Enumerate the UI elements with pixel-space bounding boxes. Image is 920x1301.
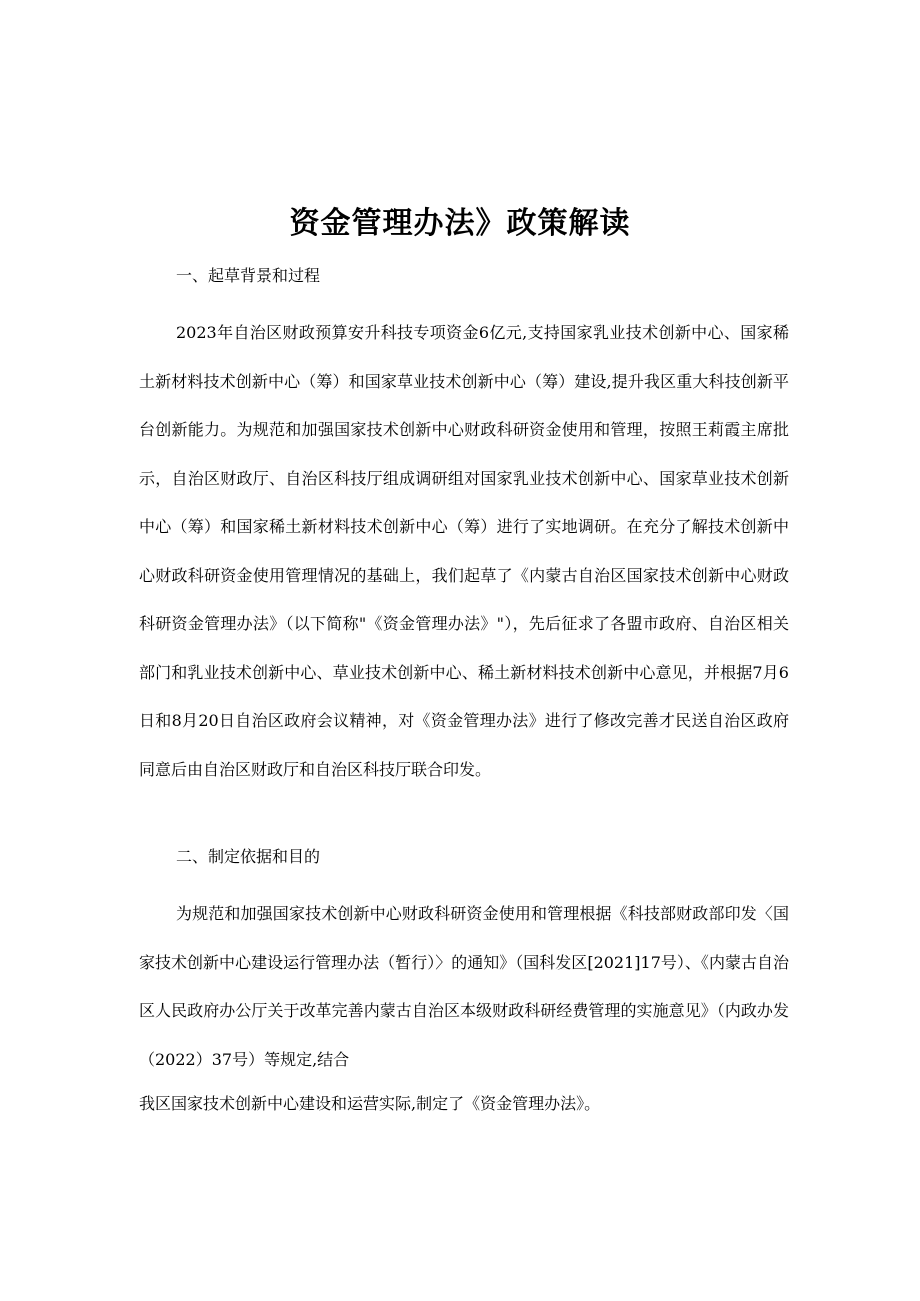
section-paragraph-basis-continuation: 我区国家技术创新中心建设和运营实际,制定了《资金管理办法》。 bbox=[139, 1094, 601, 1113]
section-paragraph-basis: 为规范和加强国家技术创新中心财政科研资金使用和管理根据《科技部财政部印发〈国家技术创新中心建设运行管理办法（暂行）〉的通知》（国科发区[2021]17号）、《内蒙古自治区人民政府办公厅关于改革完善内蒙古自治区本级财政科研经费管理的实施意见》（内政办发（2022）37号）等规定,结合 bbox=[139, 904, 789, 1069]
section-paragraph-background: 2023年自治区财政预算安升科技专项资金6亿元,支持国家乳业技术创新中心、国家稀土新材料技术创新中心（筹）和国家草业技术创新中心（筹）建设,提升我区重大科技创新平台创新能力。为规范和加强国家技术创新中心财政科研资金使用和管理，按照王莉霞主席批示，自治区财政厅、自治区科技厅组成调研组对国家乳业技术创新中心、国家草业技术创新中心（筹）和国家稀土新材料技术创新中心（筹）进行了实地调研。在充分了解技术创新中心财政科研资金使用管理情况的基础上，我们起草了《内蒙古自治区国家技术创新中心财政科研资金管理办法》（以下简称"《资金管理办法》"），先后征求了各盟市政府、自治区相关部门和乳业技术创新中心、草业技术创新中心、稀土新材料技术创新中心意见，并根据7月6日和8月20日自治区政府会议精神，对《资金管理办法》进行了修改完善才民送自治区政府同意后由自治区财政厅和自治区科技厅联合印发。 bbox=[139, 323, 789, 779]
section-heading-background: 一、起草背景和过程 bbox=[176, 266, 321, 285]
document-title: 资金管理办法》政策解读 bbox=[289, 206, 631, 241]
section-heading-basis: 二、制定依据和目的 bbox=[176, 847, 321, 866]
